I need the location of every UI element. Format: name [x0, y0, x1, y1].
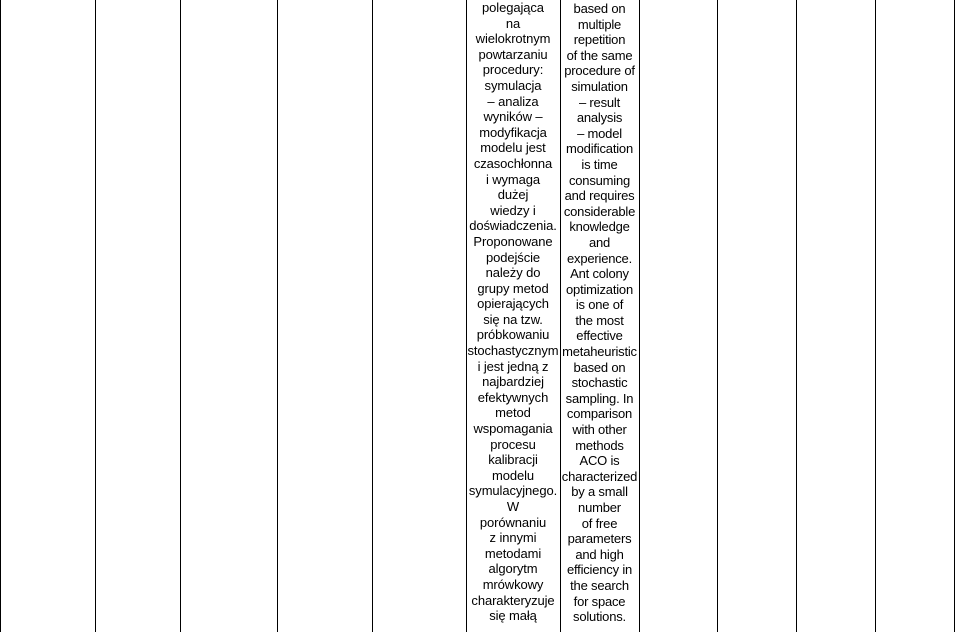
- table-border-9: [717, 0, 718, 632]
- polish-text-line: symulacja: [484, 77, 542, 93]
- polish-text-line: mrówkowy: [482, 576, 544, 592]
- english-text-line: characterized: [561, 468, 638, 484]
- polish-text-line: i jest jedną z: [477, 358, 549, 374]
- english-text-line: methods: [575, 437, 624, 453]
- english-text-line: number: [578, 500, 621, 515]
- english-text-line: of free: [581, 515, 618, 531]
- polish-text-cell: [466, 0, 560, 632]
- polish-text-line: wielokrotnym: [475, 31, 551, 47]
- polish-text-line: doświadczenia.: [469, 218, 557, 234]
- polish-text-line: procedury:: [482, 62, 544, 78]
- english-text-line: efficiency in: [566, 562, 633, 578]
- english-text-line: knowledge: [569, 219, 630, 235]
- english-text-line: experience.: [566, 250, 632, 266]
- polish-text-line: metodami: [484, 545, 542, 561]
- english-text-line: comparison: [566, 406, 633, 422]
- polish-text-line: porównaniu: [479, 514, 547, 530]
- polish-text-line: wiedzy i: [490, 202, 536, 218]
- polish-text-line: się na tzw.: [483, 311, 543, 327]
- polish-text-line: powtarzaniu: [478, 46, 548, 62]
- english-text-line: optimization: [566, 281, 633, 297]
- english-text-line: and high: [575, 546, 624, 562]
- polish-text-line: metod: [495, 405, 531, 421]
- english-text-line: – result: [578, 94, 621, 110]
- english-text-line: solutions.: [573, 609, 626, 625]
- english-text-line: multiple: [577, 16, 622, 32]
- english-text-line: analysis: [576, 110, 623, 126]
- polish-text-line: – analiza: [487, 93, 539, 109]
- polish-text-line: wyników –: [483, 109, 543, 125]
- english-text-line: by a small: [571, 484, 628, 500]
- polish-text-line: symulacyjnego.: [468, 483, 558, 499]
- polish-text-line: polegająca: [482, 0, 544, 15]
- polish-text-line: modelu jest: [480, 140, 546, 156]
- polish-text-line: algorytm: [488, 561, 538, 577]
- polish-text-line: Proponowane: [473, 233, 553, 249]
- table-border-2: [95, 0, 96, 632]
- english-text-line: and: [588, 234, 611, 250]
- polish-text-line: efektywnych: [477, 389, 549, 405]
- polish-text-line: z innymi: [489, 530, 537, 546]
- polish-text-line: należy do: [485, 265, 541, 281]
- polish-text-line: podejście: [485, 249, 541, 265]
- polish-text-line: charakteryzuje: [471, 592, 555, 608]
- table-border-8: [639, 0, 640, 632]
- polish-text-line: się małą: [489, 608, 537, 624]
- english-text-line: Ant colony: [570, 266, 629, 282]
- english-text-line: with other: [572, 422, 627, 438]
- table-border-11: [875, 0, 876, 632]
- english-text-line: based on: [573, 1, 626, 16]
- table-border-4: [277, 0, 278, 632]
- english-text-line: consuming: [568, 172, 631, 188]
- polish-text-line: najbardziej: [482, 374, 544, 390]
- polish-text-line: stochastycznym: [467, 343, 559, 359]
- english-text-line: sampling. In: [565, 390, 634, 406]
- polish-text-line: dużej: [497, 187, 529, 203]
- english-text-line: – model: [577, 125, 622, 141]
- english-text-line: is one of: [575, 297, 624, 313]
- polish-text-line: czasochłonna: [473, 155, 553, 171]
- english-text-line: simulation: [571, 78, 628, 94]
- polish-text-line: modyfikacja: [479, 124, 547, 140]
- polish-text-lines: [466, 0, 560, 624]
- polish-text-line: kalibracji: [488, 452, 538, 468]
- english-text-line: repetition: [573, 32, 626, 48]
- english-text-line: the search: [570, 577, 629, 593]
- polish-text-line: na: [505, 15, 521, 31]
- english-text-line: ACO is: [579, 453, 620, 469]
- english-text-line: modification: [566, 141, 633, 157]
- table-border-12: [954, 0, 955, 632]
- english-text-line: for space: [573, 593, 626, 609]
- english-text-line: stochastic: [571, 375, 628, 391]
- polish-text-line: W: [506, 499, 520, 514]
- english-text-line: is time: [581, 156, 618, 172]
- english-text-line: and requires: [564, 188, 635, 204]
- english-text-cell: [560, 0, 639, 632]
- table-border-10: [796, 0, 797, 632]
- table-border-1: [0, 0, 1, 632]
- polish-text-line: opierających: [477, 296, 549, 312]
- polish-text-line: modelu: [491, 467, 535, 483]
- polish-text-line: i wymaga: [485, 171, 541, 187]
- table-border-3: [180, 0, 181, 632]
- english-text-line: procedure of: [564, 63, 635, 79]
- english-text-line: of the same: [566, 47, 633, 63]
- polish-text-line: procesu: [490, 436, 536, 452]
- english-text-line: based on: [573, 359, 626, 375]
- english-text-line: metaheuristic: [562, 344, 637, 360]
- english-text-line: effective: [576, 328, 623, 344]
- polish-text-line: wspomagania: [473, 421, 553, 437]
- english-text-line: considerable: [563, 203, 636, 219]
- table-border-5: [372, 0, 373, 632]
- polish-text-line: próbkowaniu: [476, 327, 550, 343]
- english-text-lines: [560, 1, 639, 625]
- polish-text-line: grupy metod: [477, 280, 549, 296]
- english-text-line: the most: [575, 312, 624, 328]
- english-text-line: parameters: [567, 531, 632, 547]
